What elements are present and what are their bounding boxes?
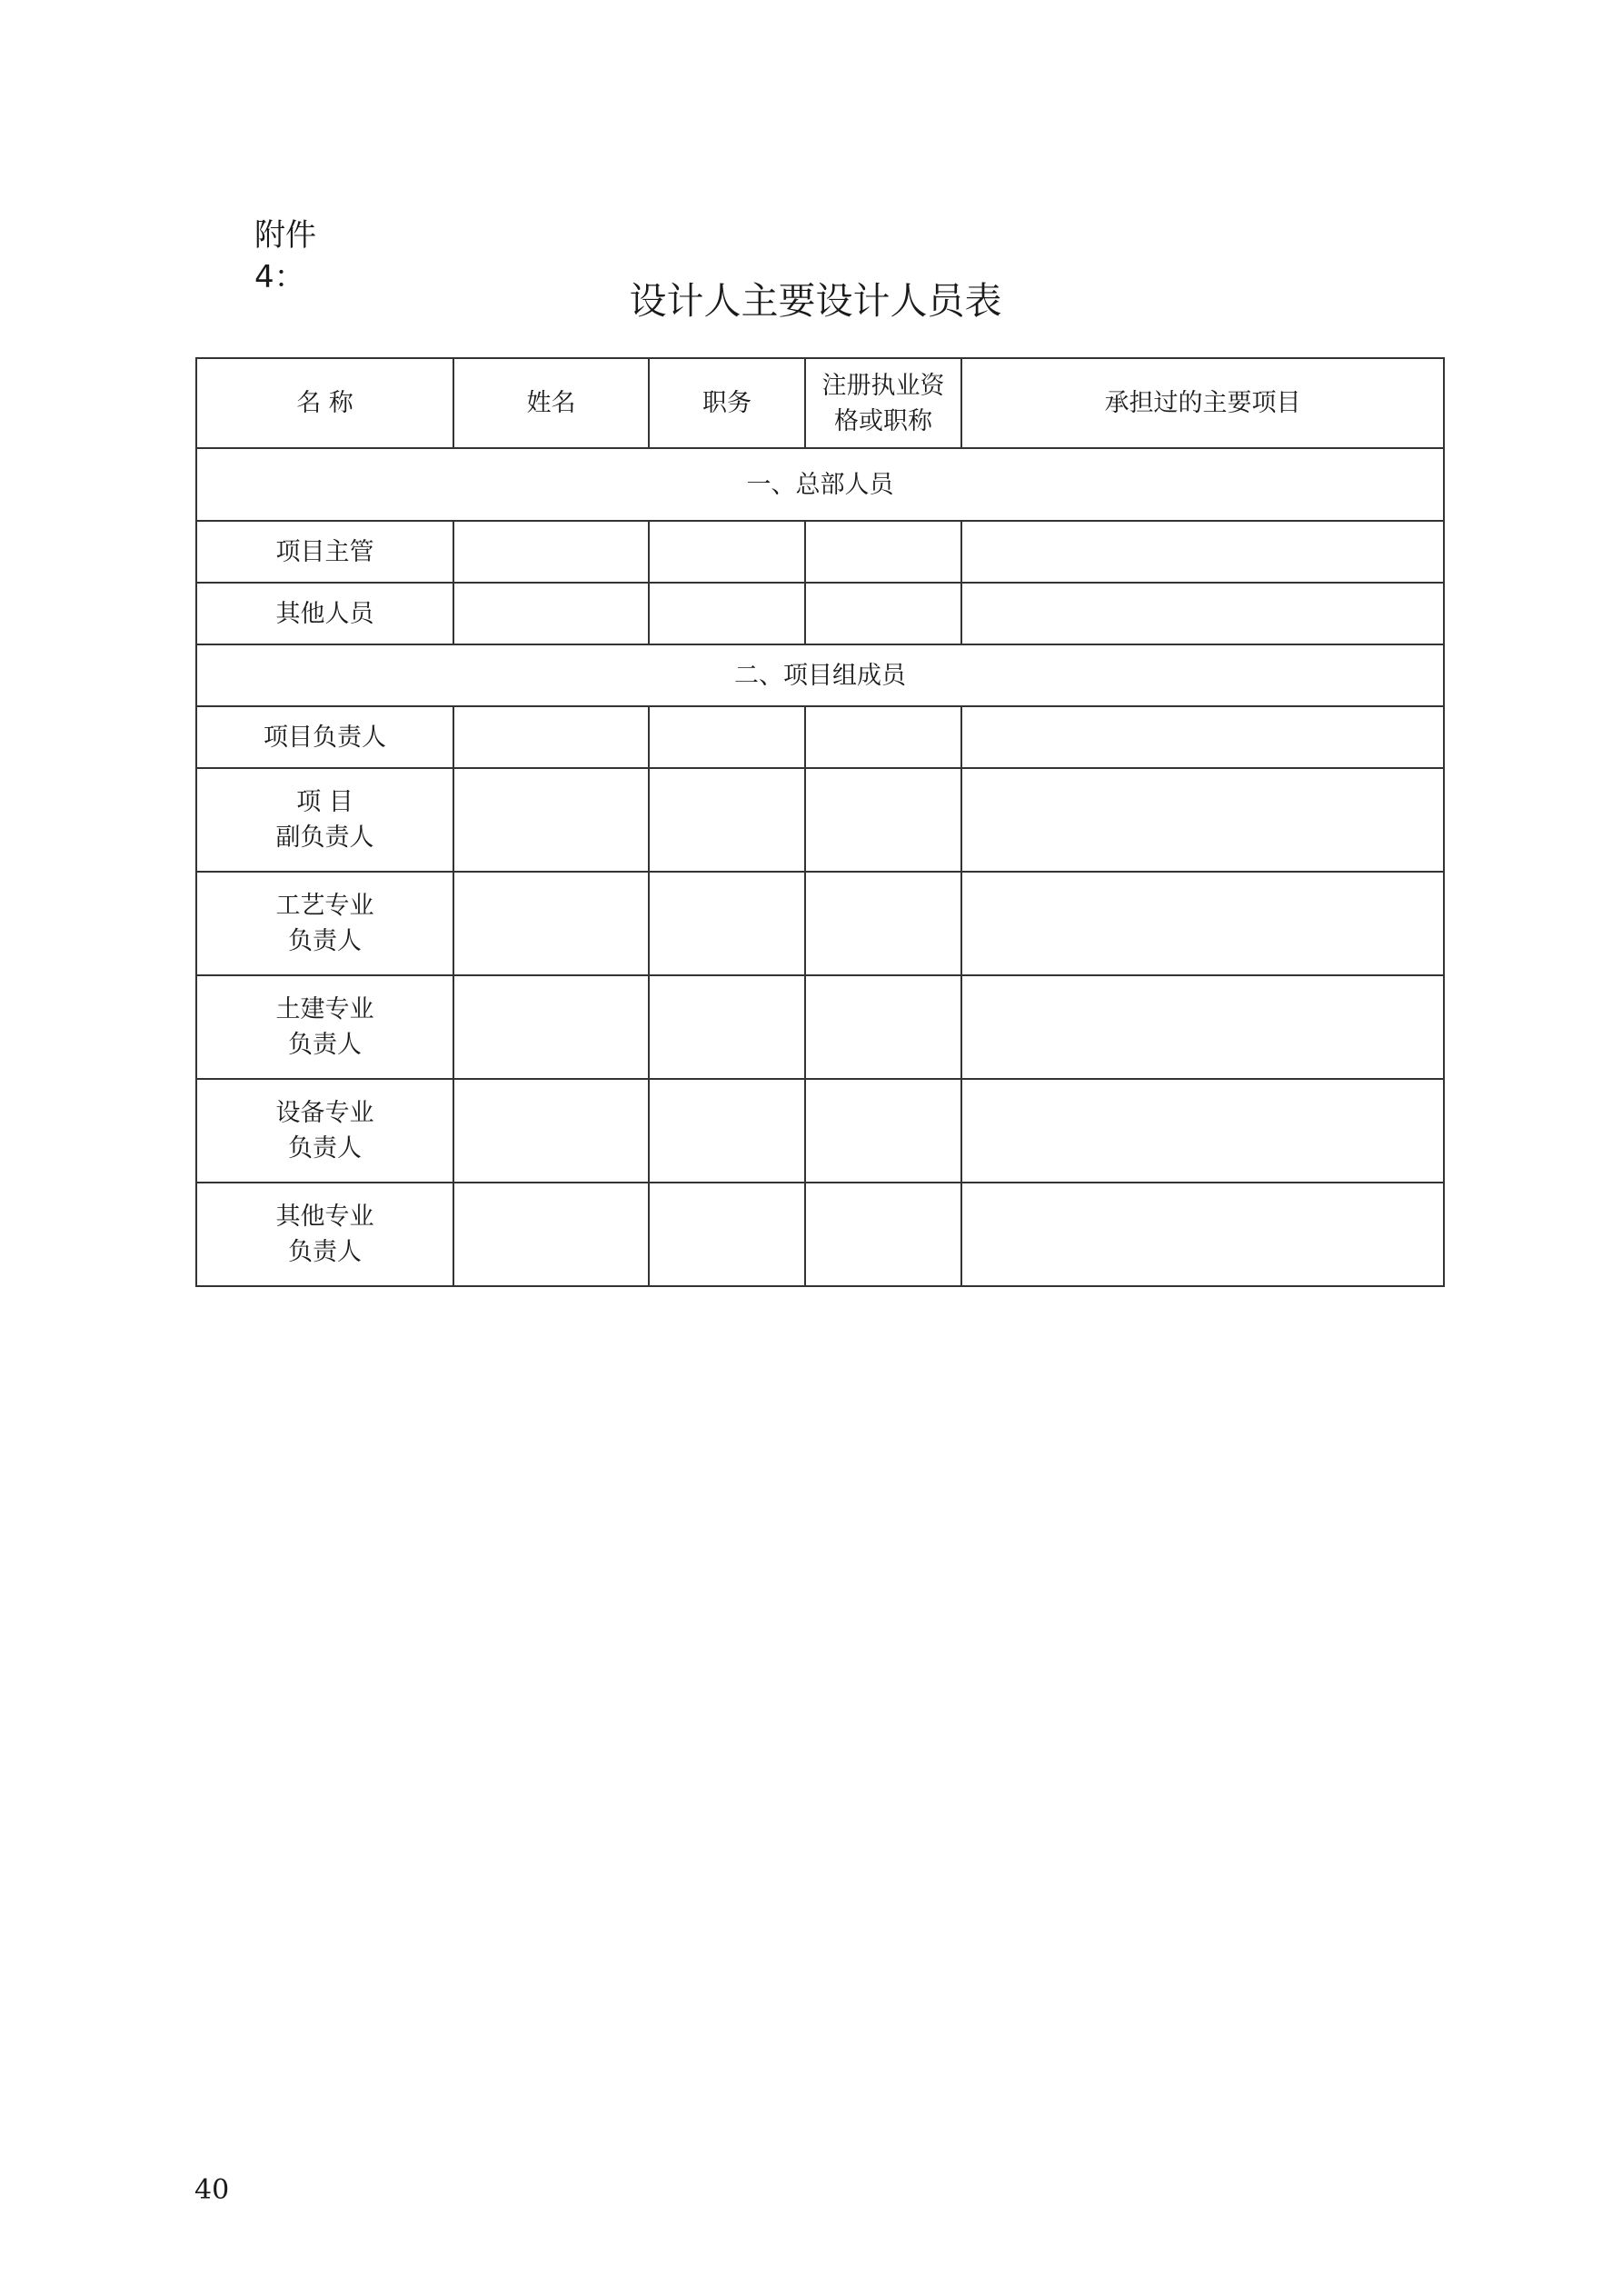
page-title: 设计人主要设计人员表 [629, 279, 1002, 323]
table-cell [805, 706, 961, 768]
table-cell [961, 975, 1444, 1079]
staff-table [195, 357, 1445, 1287]
column-header-name: 名 称 [196, 358, 453, 448]
column-header-qualification: 注册执业资 格或职称 [805, 358, 961, 448]
table-row [196, 1183, 1444, 1286]
table-cell [453, 583, 649, 644]
table-cell [805, 1079, 961, 1183]
table-cell [649, 1183, 805, 1286]
table-cell [961, 768, 1444, 872]
row-label: 项目负责人 [196, 706, 453, 768]
row-label: 土建专业 负责人 [196, 975, 453, 1079]
row-label: 项目主管 [196, 521, 453, 583]
table-cell [453, 1079, 649, 1183]
table-row [196, 768, 1444, 872]
table-row [196, 1079, 1444, 1183]
table-cell [961, 872, 1444, 975]
row-label: 项 目 副负责人 [196, 768, 453, 872]
table-row [196, 706, 1444, 768]
table-cell [649, 872, 805, 975]
section-heading-row [196, 448, 1444, 521]
table-cell [805, 1183, 961, 1286]
attachment-label: 附件 4： [254, 217, 316, 295]
column-header-person-name: 姓名 [453, 358, 649, 448]
table-cell [649, 1079, 805, 1183]
table-cell [453, 975, 649, 1079]
table-cell [649, 768, 805, 872]
section-heading-row [196, 644, 1444, 706]
table-cell [453, 872, 649, 975]
table-cell [649, 706, 805, 768]
table-cell [453, 521, 649, 583]
table-cell [649, 975, 805, 1079]
table-cell [805, 521, 961, 583]
table-cell [961, 1079, 1444, 1183]
table-header-row [196, 358, 1444, 448]
row-label: 工艺专业 负责人 [196, 872, 453, 975]
table-cell [961, 583, 1444, 644]
row-label: 其他专业 负责人 [196, 1183, 453, 1286]
page-number: 40 [194, 2174, 230, 2206]
table-cell [649, 521, 805, 583]
table-cell [453, 706, 649, 768]
table-row [196, 583, 1444, 644]
table-cell [805, 975, 961, 1079]
row-label: 设备专业 负责人 [196, 1079, 453, 1183]
row-label: 其他人员 [196, 583, 453, 644]
table-cell [453, 1183, 649, 1286]
table-row [196, 872, 1444, 975]
column-header-main-projects: 承担过的主要项目 [961, 358, 1444, 448]
table-cell [961, 706, 1444, 768]
table-cell [649, 583, 805, 644]
table-row [196, 521, 1444, 583]
column-header-position: 职务 [649, 358, 805, 448]
table-row [196, 975, 1444, 1079]
section-heading-headquarters: 一、总部人员 [196, 448, 1444, 521]
table-cell [805, 768, 961, 872]
table-cell [961, 521, 1444, 583]
table-cell [453, 768, 649, 872]
section-heading-project-team: 二、项目组成员 [196, 644, 1444, 706]
table-cell [805, 583, 961, 644]
table-cell [961, 1183, 1444, 1286]
table-cell [805, 872, 961, 975]
